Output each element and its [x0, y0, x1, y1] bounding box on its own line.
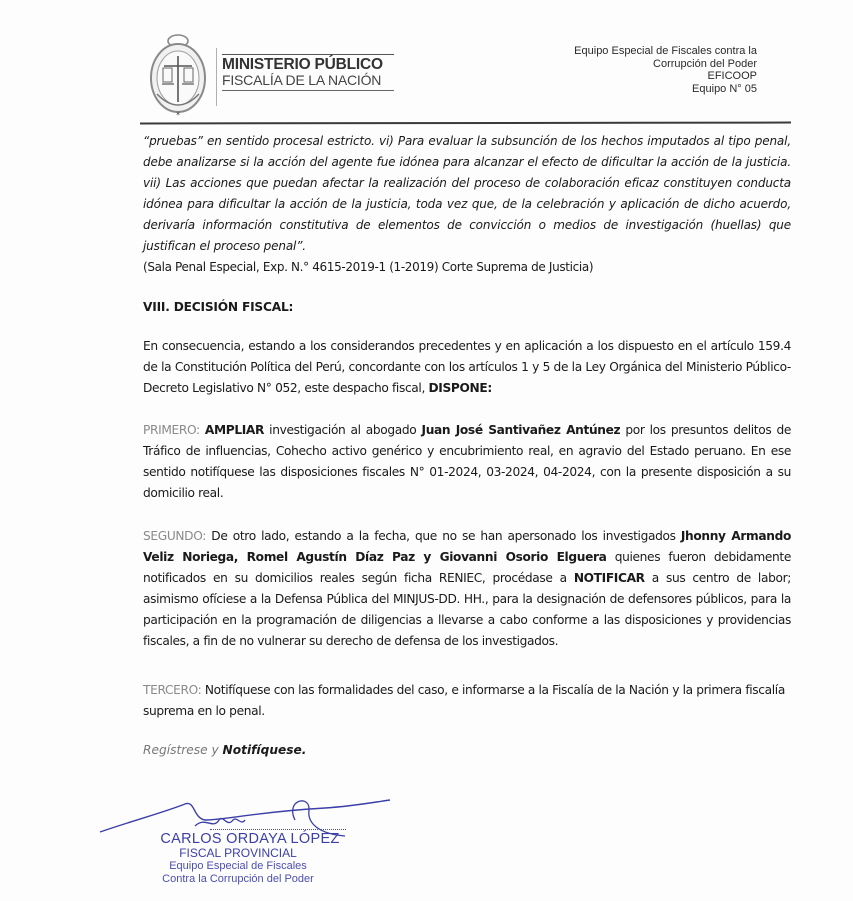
primero-label: PRIMERO:: [143, 423, 200, 437]
signatory-unit: Contra la Corrupción del Poder: [162, 872, 314, 885]
logo-rule: [222, 90, 394, 91]
quoted-jurisprudence: [143, 131, 791, 278]
closing-part-2: Notifíquese.: [222, 743, 307, 757]
resolution-segundo: [143, 526, 791, 652]
team-line: Equipo N° 05: [692, 82, 757, 95]
primero-person: Juan José Santivañez Antúnez: [421, 423, 621, 437]
signature-block: [120, 832, 380, 885]
resolution-primero: [143, 420, 791, 504]
segundo-persons: Jhonny Armando Veliz Noriega, Romel Agustín Díaz Paz y Giovanni Osorio Elguera: [143, 529, 791, 564]
header-rule: [140, 122, 791, 125]
resolution-tercero: [143, 680, 791, 722]
team-line: EFICOOP: [707, 70, 757, 82]
closing-formula: [143, 743, 306, 757]
quote-citation: (Sala Penal Especial, Exp. N.° 4615-2019-1 (1-2019) Corte Suprema de Justicia): [143, 260, 594, 274]
team-line: Corrupción del Poder: [653, 57, 757, 70]
team-info: [574, 45, 757, 95]
institution-title: MINISTERIO PÚBLICO: [222, 56, 383, 73]
signatory-unit: Equipo Especial de Fiscales: [169, 860, 307, 872]
signature-dotted-line: [210, 829, 346, 830]
svg-text:✶: ✶: [175, 110, 181, 118]
quote-text: “pruebas” en sentido procesal estricto. vi) Para evaluar la subsunción de los hechos imputados al tipo penal, debe analizarse si la acción del agente fue idónea para alcanzar el efecto de dificultar la acción de la justicia. vii) Las acciones que puedan afectar la realización del proceso de colaboración eficaz constituyen conducta idónea para dificultar la acción de la justicia, toda vez que, de la celebración y aplicación de dicho acuerdo, derivaría información constitutiva de elementos de convicción o medios de investigación (huellas) que justifican el proceso penal”.: [143, 134, 791, 253]
segundo-text-3: a sus centro de labor; asimismo ofíciese a la Defensa Pública del MINJUS-DD. HH., para la designación de defensores públicos, para la participación en la programación de diligencias a llevarse a cabo conforme a las disposiciones y providencias fiscales, a fin de no vulnerar su derecho de defensa de los investigados.: [143, 571, 791, 648]
intro-text: En consecuencia, estando a los considerandos precedentes y en aplicación a los dispuesto en el artículo 159.4 de la Constitución Política del Perú, concordante con los artículos 1 y 5 de la Ley Orgánica del Ministerio Público-Decreto Legislativo N° 052, este despacho fiscal,: [143, 339, 791, 395]
primero-text-1: investigación al abogado: [264, 423, 422, 437]
institution-logo: [222, 54, 394, 91]
segundo-action: NOTIFICAR: [573, 571, 645, 585]
coat-of-arms-seal-icon: [147, 32, 209, 118]
signatory-name: CARLOS ORDAYA LÓPEZ: [160, 831, 340, 847]
team-line: Equipo Especial de Fiscales contra la: [574, 45, 757, 57]
segundo-text-1: De otro lado, estando a la fecha, que no se han apersonado los investigados: [206, 529, 681, 543]
signatory-role: FISCAL PROVINCIAL: [179, 846, 297, 860]
section-heading: VIII. DECISIÓN FISCAL:: [143, 300, 294, 314]
closing-part-1: Regístrese y: [143, 743, 223, 757]
dispone-label: DISPONE:: [428, 381, 492, 395]
decision-intro: [143, 336, 791, 399]
logo-divider: [216, 48, 217, 106]
tercero-label: TERCERO:: [143, 683, 202, 697]
segundo-text-2: quienes fueron debidamente notificados en su domicilios reales según ficha RENIEC, procédase a: [143, 550, 791, 585]
primero-action: AMPLIAR: [204, 423, 265, 437]
logo-rule: [222, 54, 394, 55]
primero-text-2: por los presuntos delitos de Tráfico de influencias, Cohecho activo genérico y encubrimiento real, en agravio del Estado peruano. En ese sentido notifíquese las disposiciones fiscales N° 01-2024, 03-2024, 04-2024, con la presente disposición a su domicilio real.: [143, 423, 791, 500]
institution-subtitle: FISCALÍA DE LA NACIÓN: [222, 72, 382, 88]
segundo-label: SEGUNDO:: [143, 529, 206, 543]
tercero-text: Notifíquese con las formalidades del caso, e informarse a la Fiscalía de la Nación y la primera fiscalía suprema en lo penal.: [143, 683, 785, 718]
